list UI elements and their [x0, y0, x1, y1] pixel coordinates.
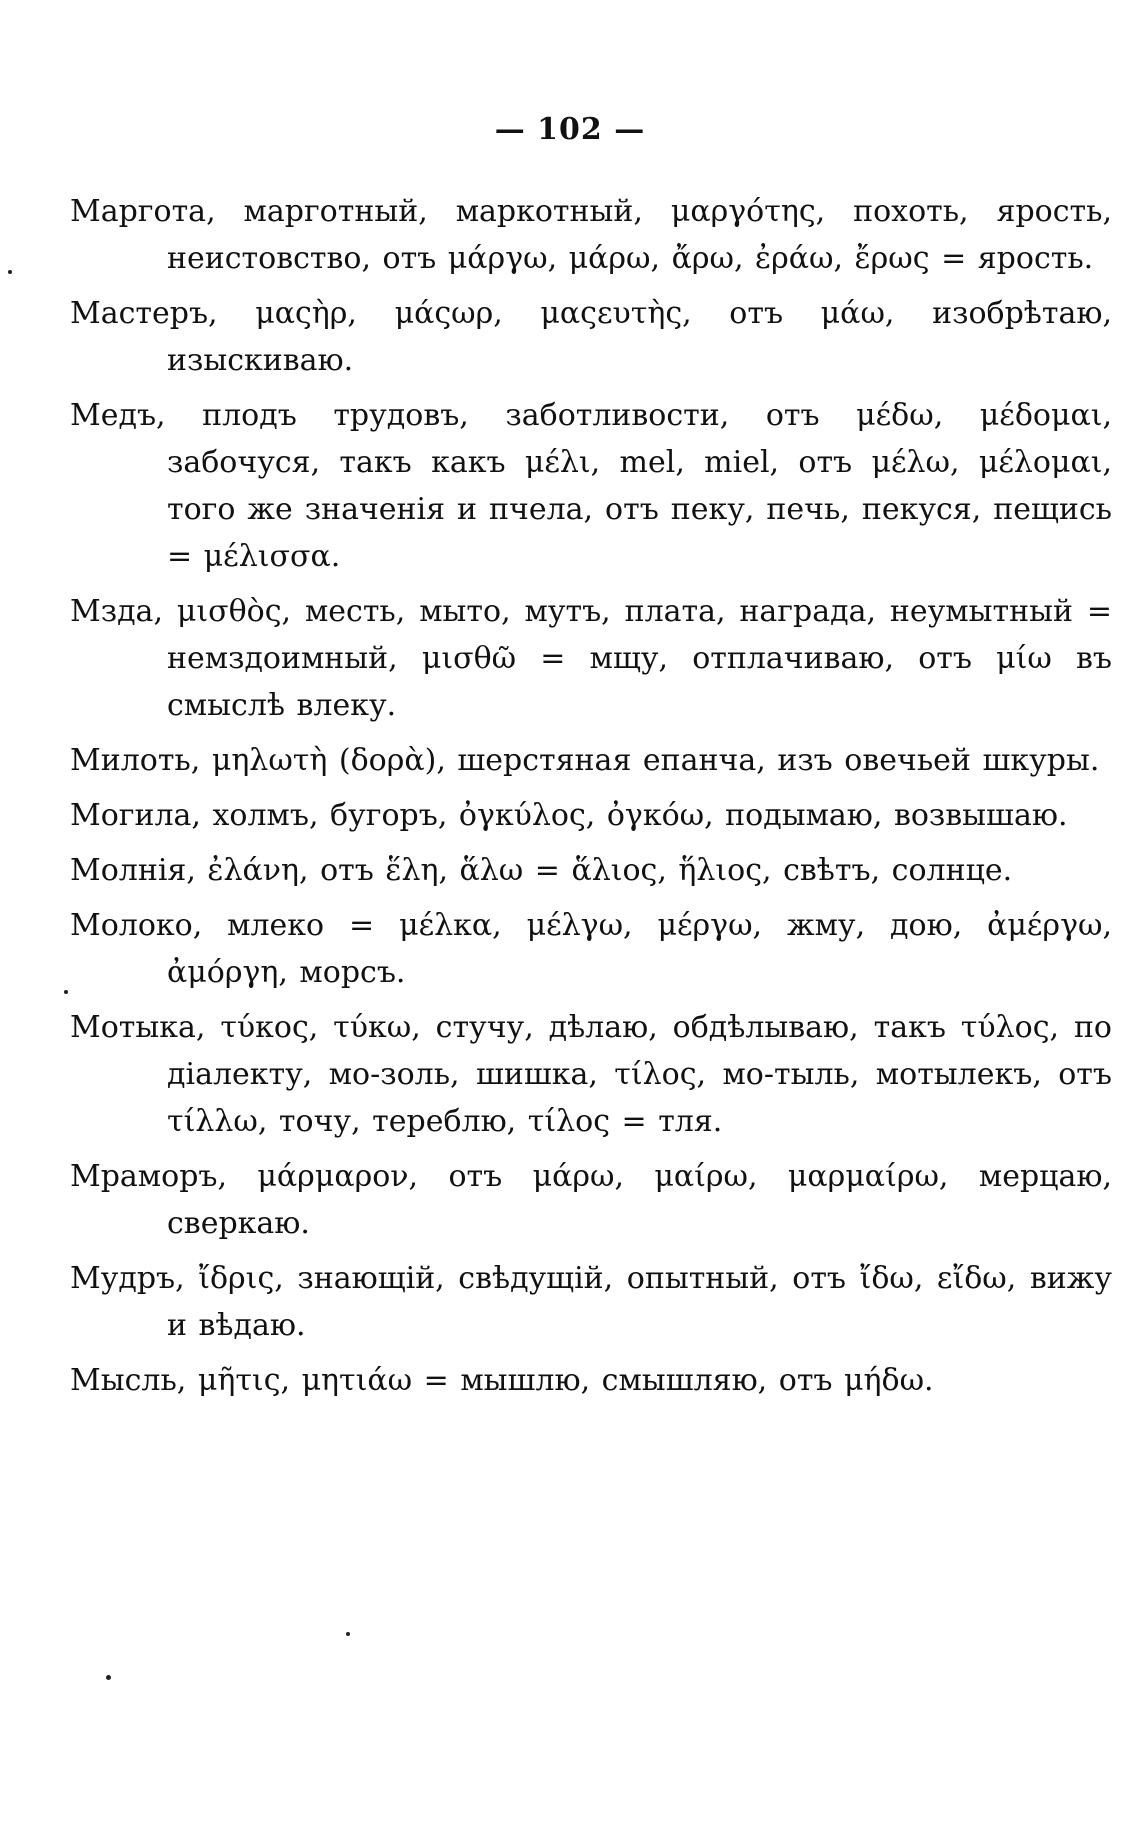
entry-mramor: Мраморъ, μάρμαρον, отъ μάρω, μαίρω, μαρμαίρω, мерцаю, сверкаю.	[70, 1159, 1112, 1241]
entry-mzda: Мзда, μισθὸς, месть, мыто, мутъ, плата, награда, неумытный = немздоимный, μισθῶ = мщу, отплачиваю, отъ μίω въ смыслѣ влеку.	[70, 594, 1112, 723]
entry-master: Мастеръ, μαςὴρ, μάςωρ, μαςευτὴς, отъ μάω, изобрѣтаю, изыскиваю.	[70, 296, 1112, 378]
entry-molniya: Молнія, ἐλάνη, отъ ἕλη, ἅλω = ἅλιος, ἥλιος, свѣтъ, солнце.	[70, 853, 1013, 888]
entry-motyka: Мотыка, τύκος, τύκω, стучу, дѣлаю, обдѣлываю, такъ τύλος, по діалекту, мо-золь, шишка, τίλος, мо-тыль, мотылекъ, отъ τίλλω, точу, тереблю, τίλος = тля.	[70, 1010, 1112, 1139]
dictionary-entries	[70, 188, 1112, 1412]
ink-speck	[346, 1632, 350, 1636]
page-number: — 102 —	[494, 112, 646, 147]
ink-speck	[8, 270, 12, 274]
entry-mudr: Мудръ, ἴδρις, знающій, свѣдущій, опытный, отъ ἴδω, εἴδω, вижу и вѣдаю.	[70, 1261, 1112, 1343]
ink-speck	[64, 990, 68, 994]
entry-margota: Маргота, марготный, маркотный, μαργότης, похоть, ярость, неистовство, отъ μάργω, μάρω, ἄρω, ἐράω, ἔρως = ярость.	[70, 194, 1112, 276]
ink-speck	[106, 1675, 111, 1680]
entry-moloko: Молоко, млеко = μέλκα, μέλγω, μέργω, жму, дою, ἀμέργω, ἀμόργη, морсъ.	[70, 908, 1112, 990]
entry-med: Медъ, плодъ трудовъ, заботливости, отъ μέδω, μέδομαι, забочуся, такъ какъ μέλι, mel, miel, отъ μέλω, μέλομαι, того же значенія и пчела, отъ пеку, печь, пекуся, пещись = μέλισσα.	[70, 398, 1112, 574]
entry-mogila: Могила, холмъ, бугоръ, ὀγκύλος, ὀγκόω, подымаю, возвышаю.	[70, 798, 1068, 833]
entry-milot: Милоть, μηλωτὴ (δορὰ), шерстяная епанча, изъ овечьей шкуры.	[70, 743, 1100, 778]
entry-mysl: Мысль, μῆτις, μητιάω = мышлю, смышляю, отъ μήδω.	[70, 1363, 934, 1398]
